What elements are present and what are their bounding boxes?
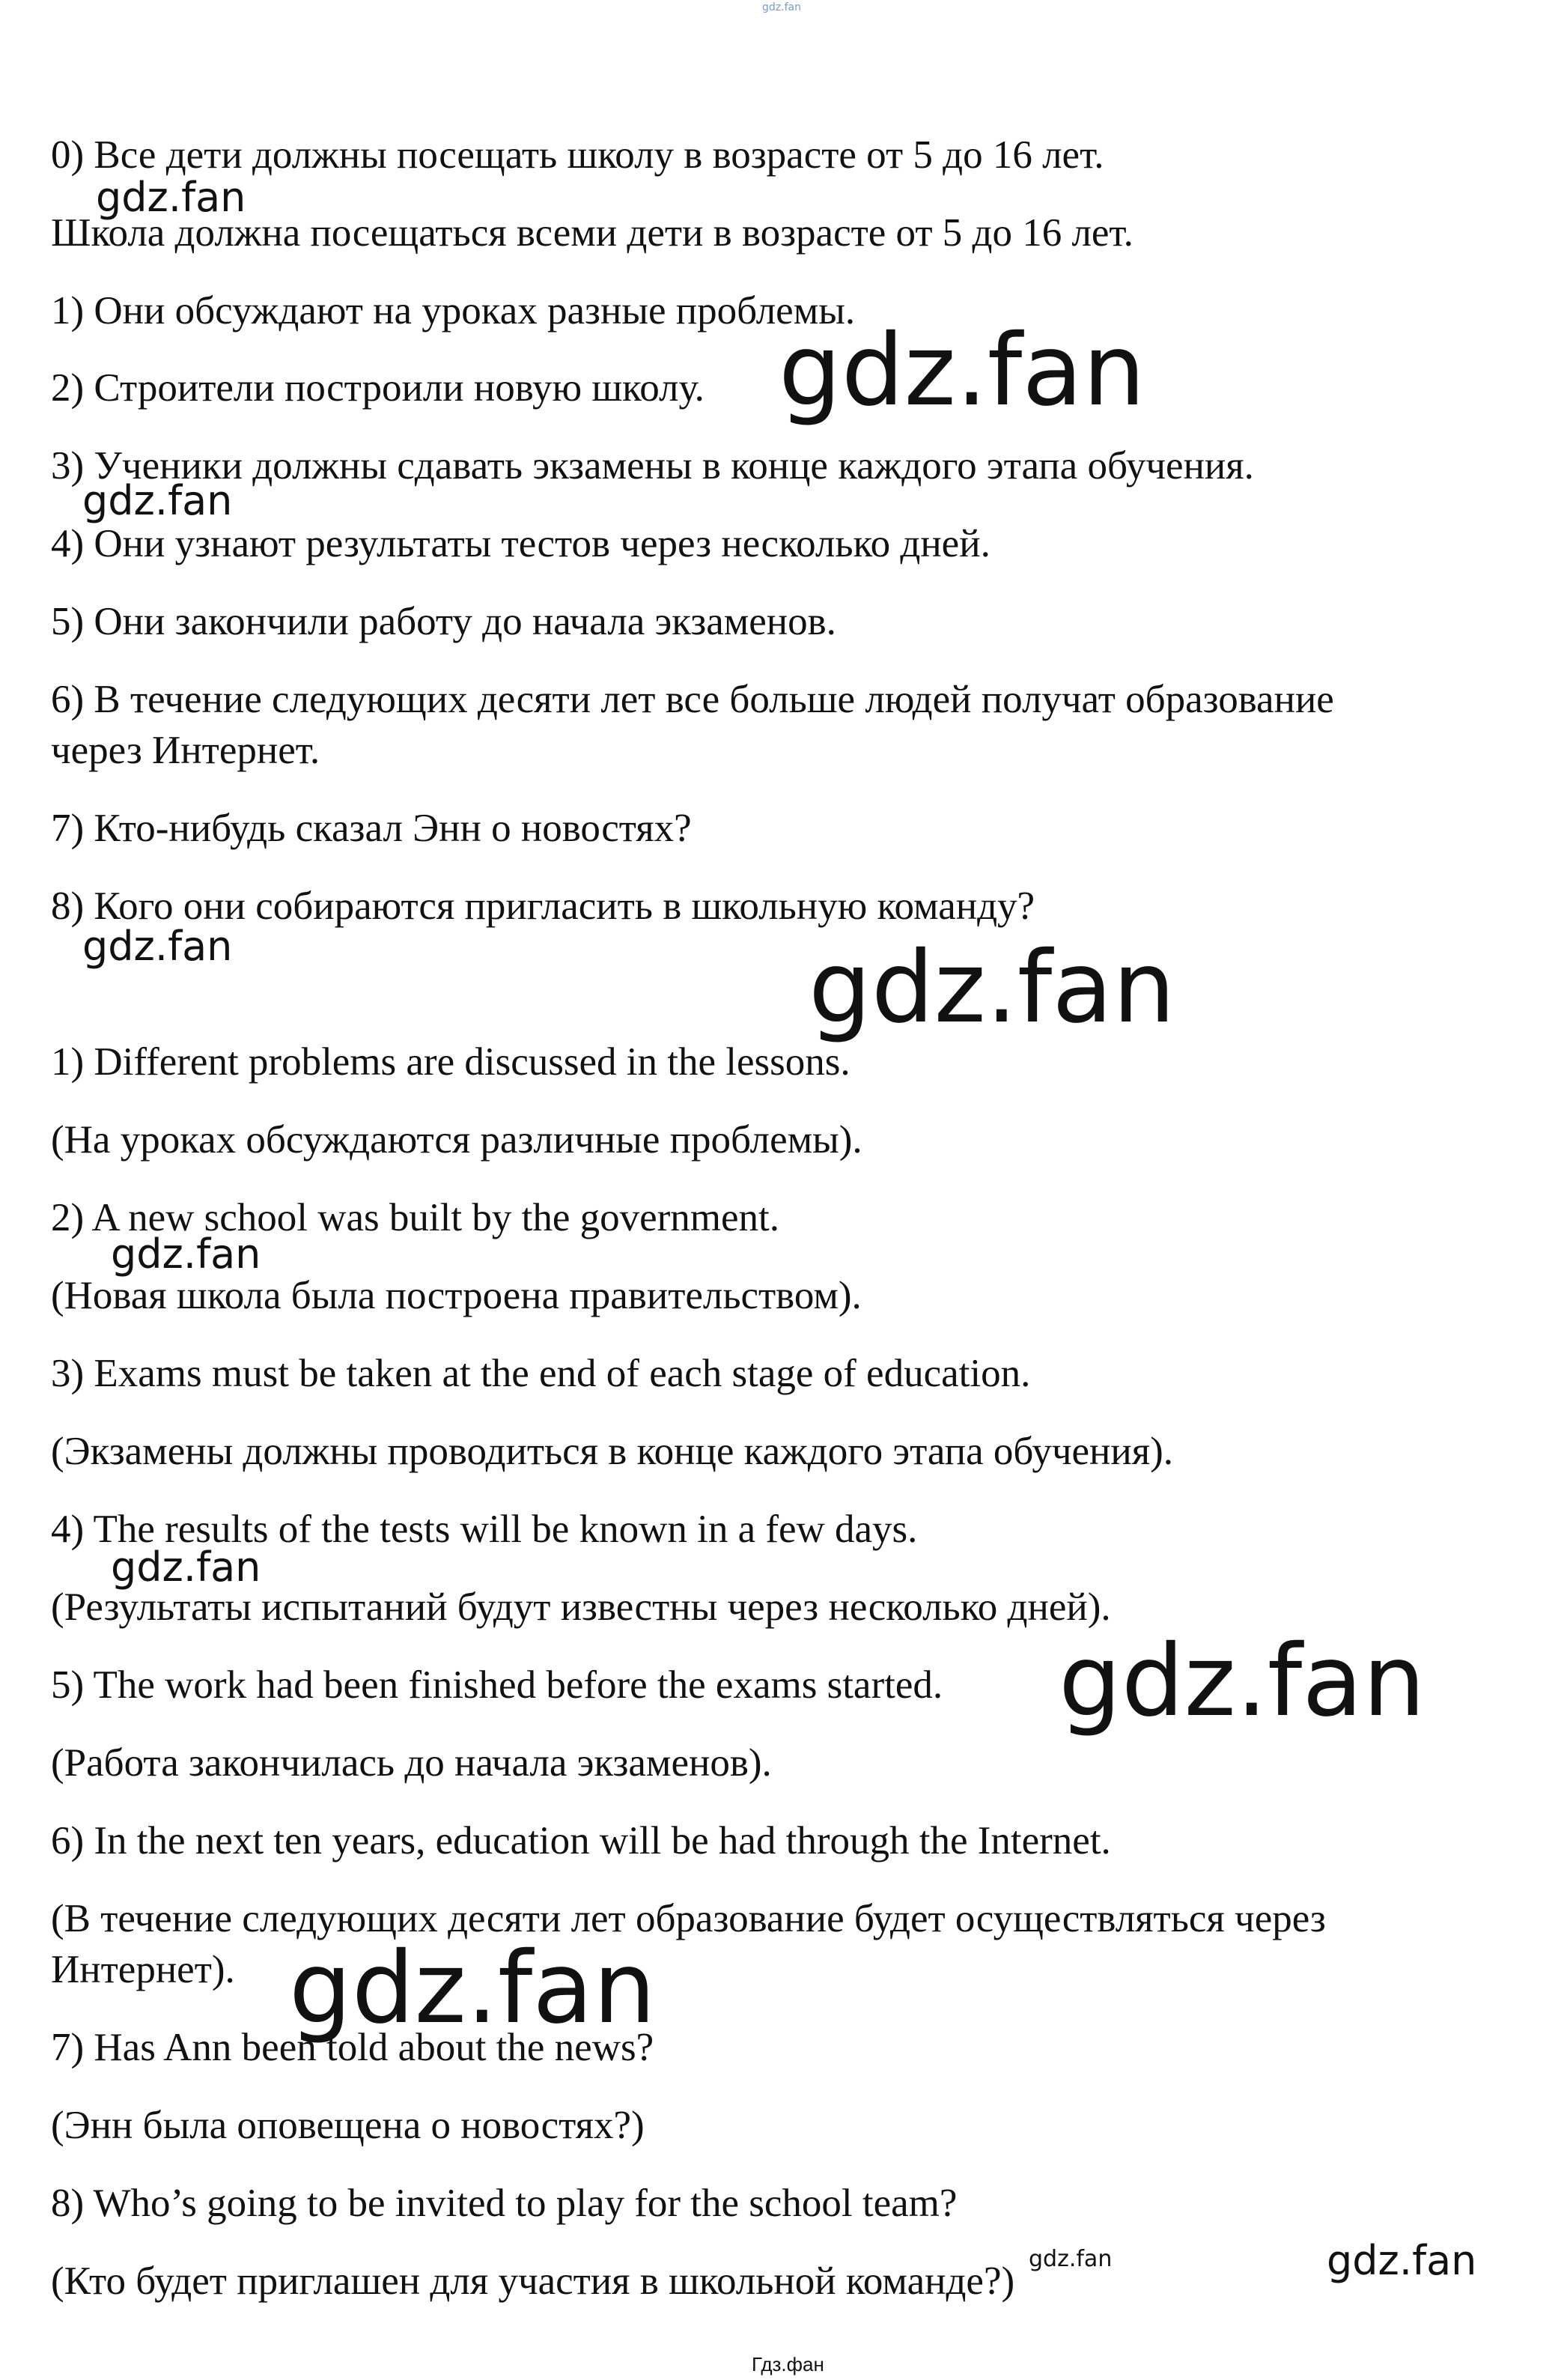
en-line-6: 6) In the next ten years, education will be had through the Internet. — [51, 1819, 1111, 1863]
ru-line-2: 2) Строители построили новую школу. — [51, 366, 705, 410]
watermark: gdz.fan — [1029, 2246, 1113, 2272]
header-watermark: gdz.fan — [762, 1, 801, 13]
en-line-3: 3) Exams must be taken at the end of each stage of education. — [51, 1352, 1031, 1395]
en-line-2: 2) A new school was built by the government. — [51, 1196, 779, 1239]
ru-line-0: 0) Все дети должны посещать школу в возрасте от 5 до 16 лет. — [51, 133, 1104, 177]
ru-line-6: 6) В течение следующих десяти лет все больше людей получат образование — [51, 678, 1334, 721]
en-line-2-translation: (Новая школа была построена правительством). — [51, 1274, 862, 1317]
ru-line-4: 4) Они узнают результаты тестов через несколько дней. — [51, 522, 991, 565]
en-line-8: 8) Who’s going to be invited to play for the school team? — [51, 2182, 958, 2225]
en-line-4-translation: (Результаты испытаний будут известны через несколько дней). — [51, 1585, 1111, 1629]
en-line-3-translation: (Экзамены должны проводиться в конце каждого этапа обучения). — [51, 1430, 1174, 1473]
en-line-4: 4) The results of the tests will be known in a few days. — [51, 1508, 918, 1551]
ru-line-3: 3) Ученики должны сдавать экзамены в конце каждого этапа обучения. — [51, 444, 1254, 488]
ru-line-0-passive: Школа должна посещаться всеми дети в возрасте от 5 до 16 лет. — [51, 211, 1134, 255]
en-line-5: 5) The work had been finished before the exams started. — [51, 1663, 943, 1707]
footer-watermark: Гдз.фан — [752, 2353, 824, 2376]
en-line-1: 1) Different problems are discussed in the lessons. — [51, 1040, 851, 1084]
ru-line-8: 8) Кого они собираются пригласить в школьную команду? — [51, 884, 1035, 928]
ru-line-6-cont: через Интернет. — [51, 729, 320, 772]
watermark: gdz.fan — [111, 1543, 261, 1591]
watermark: gdz.fan — [111, 1230, 261, 1278]
watermark: gdz.fan — [82, 923, 233, 970]
en-line-5-translation: (Работа закончилась до начала экзаменов). — [51, 1741, 772, 1785]
ru-line-7: 7) Кто-нибудь сказал Энн о новостях? — [51, 807, 692, 850]
en-line-6-translation: (В течение следующих десяти лет образование будет осуществляться через — [51, 1897, 1326, 1940]
ru-line-1: 1) Они обсуждают на уроках разные проблемы. — [51, 289, 856, 333]
watermark: gdz.fan — [779, 313, 1145, 428]
watermark: gdz.fan — [809, 930, 1175, 1045]
en-line-7: 7) Has Ann been told about the news? — [51, 2026, 654, 2069]
en-line-8-translation: (Кто будет приглашен для участия в школьной команде?) — [51, 2259, 1015, 2303]
en-line-1-translation: (На уроках обсуждаются различные проблемы). — [51, 1118, 862, 1162]
en-line-6-translation-cont: Интернет). — [51, 1948, 235, 1991]
watermark: gdz.fan — [1059, 1624, 1425, 1739]
en-line-7-translation: (Энн была оповещена о новостях?) — [51, 2104, 645, 2147]
watermark: gdz.fan — [82, 477, 233, 524]
ru-line-5: 5) Они закончили работу до начала экзаменов. — [51, 600, 836, 643]
watermark: gdz.fan — [96, 174, 246, 221]
watermark: gdz.fan — [289, 1931, 656, 2046]
watermark: gdz.fan — [1327, 2237, 1477, 2284]
